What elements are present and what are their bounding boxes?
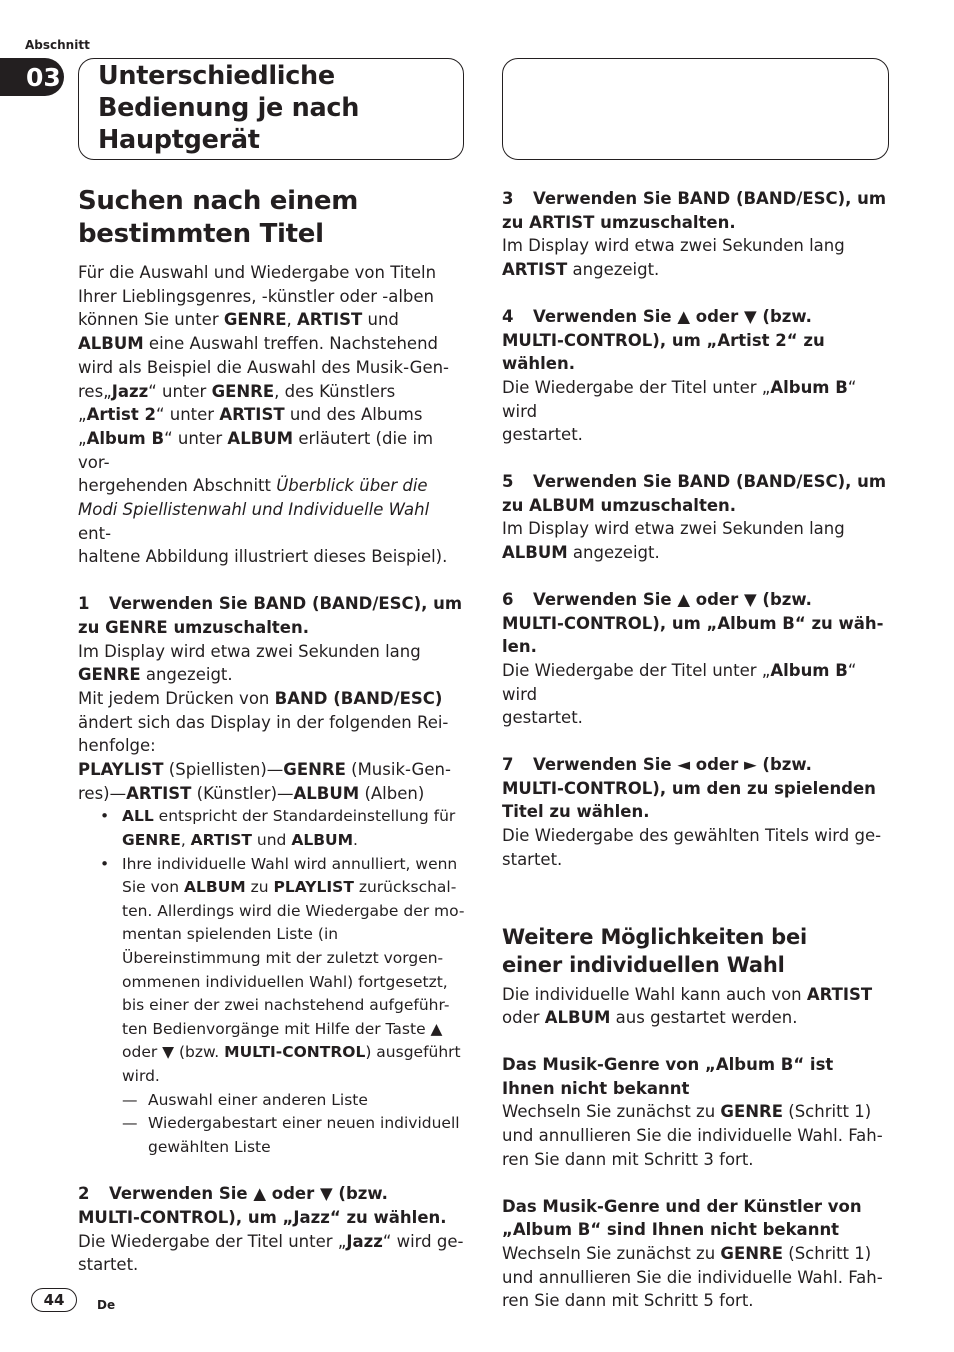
step-3-heading-text: Verwenden Sie BAND (BAND/ESC), um zu ARTIST umzuschalten. xyxy=(502,189,887,232)
dash-2-text: Wiedergabestart einer neuen individuell gewählten Liste xyxy=(148,1114,460,1156)
step-4-heading xyxy=(502,305,890,376)
page-number-badge xyxy=(31,1288,77,1312)
step-2-heading-text: Verwenden Sie ▲ oder ▼ (bzw. MULTI-CONTROL), um „Jazz“ zu wählen. xyxy=(78,1184,447,1228)
bullet-2-text: Ihre individuelle Wahl wird annulliert, wenn Sie von ALBUM zu PLAYLIST zurückschal- ten. Allerdings wird die Wiedergabe der mo- mentan spielenden Liste (in Übereinstimmung mit der zuletzt vorgen- ommenen individuellen Wahl) fortgesetzt, bis einer der zwei nachstehend aufgeführ- ten Bedienvorgänge mit Hilfe der Taste ▲ oder ▼ (bzw. MULTI-CONTROL) ausgeführt wird. xyxy=(122,854,465,1085)
subheading-intro: Die individuelle Wahl kann auch von ARTIST oder ALBUM aus gestartet werden. xyxy=(502,984,873,1028)
chapter-title: Unterschiedliche Bedienung je nach Hauptgerät xyxy=(98,61,360,155)
dash-item-other-list xyxy=(78,1089,466,1113)
dash-1-text: Auswahl einer anderen Liste xyxy=(148,1090,368,1109)
chapter-tab xyxy=(0,58,64,96)
dash-icon: — xyxy=(122,1114,138,1133)
step-7-body: Die Wiedergabe des gewählten Titels wird ge- startet. xyxy=(502,826,882,869)
left-column xyxy=(78,185,466,1277)
bullet-icon: • xyxy=(100,807,110,826)
step-1-number: 1 xyxy=(78,594,90,614)
step-3-body: Im Display wird etwa zwei Sekunden lang ARTIST angezeigt. xyxy=(502,236,845,280)
step-6-number: 6 xyxy=(502,589,514,609)
case-1-body: Wechseln Sie zunächst zu GENRE (Schritt 1) und annullieren Sie die individuelle Wahl. Fah- ren Sie dann mit Schritt 3 fort. xyxy=(502,1102,883,1169)
step-1-body: Im Display wird etwa zwei Sekunden lang GENRE angezeigt. Mit jedem Drücken von BAND (BAND/ESC) ändert sich das Display in der folgenden Rei- henfolge: PLAYLIST (Spiellisten)—GENRE (Musik-Gen- res)—ARTIST (Künstler)—ALBUM (Alben) xyxy=(78,641,451,803)
dash-icon: — xyxy=(122,1090,138,1109)
chapter-number: 03 xyxy=(26,63,61,92)
intro-paragraph: Für die Auswahl und Wiedergabe von Titeln Ihrer Lieblingsgenres, -künstler oder -alben können Sie unter GENRE, ARTIST und ALBUM eine Auswahl treffen. Nachstehend wird als Beispiel die Auswahl des Musik-Gen- res„Jazz“ unter GENRE, des Künstlers „Artist 2“ unter ARTIST und des Albums „Album B“ unter ALBUM erläutert (die im vor- hergehenden Abschnitt Überblick über die Modi Spiellistenwahl und Individuelle Wahl ent- haltene Abbildung illustriert dieses Beispiel). xyxy=(78,263,450,567)
step-4-body: Die Wiedergabe der Titel unter „Album B“ wird gestartet. xyxy=(502,377,857,445)
case-2-body: Wechseln Sie zunächst zu GENRE (Schritt 1) und annullieren Sie die individuelle Wahl. Fah- ren Sie dann mit Schritt 5 fort. xyxy=(502,1243,883,1311)
step-7-heading xyxy=(502,753,890,824)
step-7-heading-text: Verwenden Sie ◄ oder ► (bzw. MULTI-CONTROL), um den zu spielenden Titel zu wählen. xyxy=(502,755,876,822)
step-5-heading xyxy=(502,470,890,517)
case-1-heading: Das Musik-Genre von „Album B“ ist Ihnen nicht bekannt xyxy=(502,1054,834,1098)
step-6-body: Die Wiedergabe der Titel unter „Album B“ wird gestartet. xyxy=(502,660,857,728)
step-2-body: Die Wiedergabe der Titel unter „Jazz“ wird ge- startet. xyxy=(78,1231,464,1275)
bullet-item-all xyxy=(78,805,466,852)
section-label: Abschnitt xyxy=(25,38,90,52)
step-3-number: 3 xyxy=(502,189,514,208)
right-column xyxy=(502,187,890,1313)
step-1-heading xyxy=(78,592,466,639)
dash-item-new-selection xyxy=(78,1112,466,1159)
step-2-number: 2 xyxy=(78,1184,90,1204)
page-number: 44 xyxy=(43,1291,65,1309)
case-2-heading: Das Musik-Genre und der Künstler von „Album B“ sind Ihnen nicht bekannt xyxy=(502,1196,862,1240)
bullet-1-text: ALL entspricht der Standardeinstellung für GENRE, ARTIST und ALBUM. xyxy=(122,807,456,850)
step-6-heading-text: Verwenden Sie ▲ oder ▼ (bzw. MULTI-CONTROL), um „Album B“ zu wäh- len. xyxy=(502,589,884,657)
main-heading: Suchen nach einem bestimmten Titel xyxy=(78,186,359,249)
step-1-heading-text: Verwenden Sie BAND (BAND/ESC), um zu GENRE umzuschalten. xyxy=(78,594,463,637)
step-5-heading-text: Verwenden Sie BAND (BAND/ESC), um zu ALBUM umzuschalten. xyxy=(502,472,887,515)
step-2-heading xyxy=(78,1182,466,1229)
step-4-number: 4 xyxy=(502,306,514,326)
chapter-title-box xyxy=(78,58,464,160)
step-3-heading xyxy=(502,187,890,234)
language-code: De xyxy=(97,1298,116,1312)
step-4-heading-text: Verwenden Sie ▲ oder ▼ (bzw. MULTI-CONTROL), um „Artist 2“ zu wählen. xyxy=(502,306,825,374)
subheading: Weitere Möglichkeiten bei einer individuellen Wahl xyxy=(502,924,808,977)
step-6-heading xyxy=(502,588,890,659)
empty-header-box xyxy=(502,58,889,160)
bullet-icon: • xyxy=(100,854,110,873)
bullet-item-cancel xyxy=(78,853,466,1089)
step-5-body: Im Display wird etwa zwei Sekunden lang ALBUM angezeigt. xyxy=(502,519,845,563)
step-7-number: 7 xyxy=(502,755,514,775)
step-5-number: 5 xyxy=(502,472,514,492)
